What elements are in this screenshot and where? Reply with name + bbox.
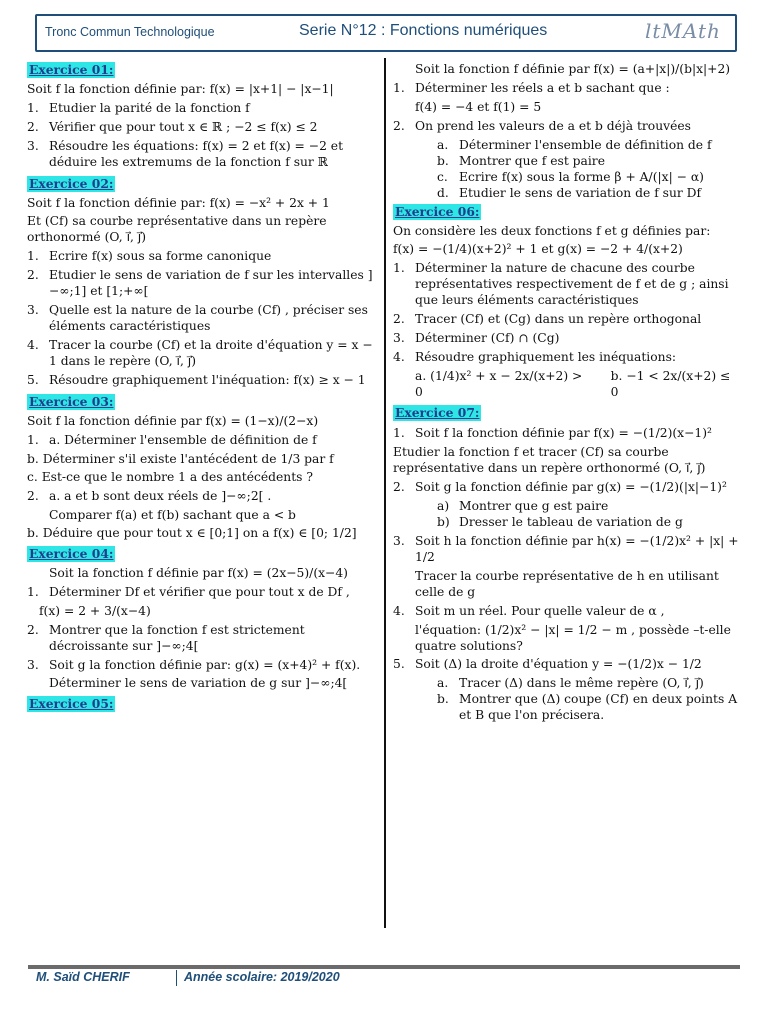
ex3-intro: Soit f la fonction définie par f(x) = (1−x)/(2−x) — [27, 413, 319, 428]
ex5-sub-b: b. Montrer que f est paire — [437, 153, 605, 168]
ex5-item-2: 2. On prend les valeurs de a et b déjà trouvées — [393, 118, 691, 133]
ex6-item-3: 3. Déterminer (Cf) ∩ (Cg) — [393, 330, 560, 345]
ex7-item-2a: a) Montrer que g est paire — [437, 498, 609, 513]
ex6-ineq-a: a. (1/4)x² + x − 2x/(x+2) > 0 — [415, 368, 583, 399]
ex5-item-1b: f(4) = −4 et f(1) = 5 — [415, 99, 542, 114]
ex4-item-1-formula: f(x) = 2 + 3/(x−4) — [39, 603, 151, 618]
ex3-item-1b: b. Déterminer s'il existe l'antécédent de 1/3 par f — [27, 451, 334, 466]
footer-separator — [176, 970, 177, 986]
exercise-06-title: Exercice 06: — [395, 203, 480, 219]
ex4-item-3: 3. Soit g la fonction définie par: g(x) = (x+4)² + f(x). — [27, 657, 361, 672]
column-divider — [384, 58, 386, 928]
ex7-item-5: 5. Soit (Δ) la droite d'équation y = −(1/2)x − 1/2 — [393, 657, 702, 672]
ex1-item-2: 2. Vérifier que pour tout x ∈ ℝ ; −2 ≤ f(x) ≤ 2 — [27, 119, 318, 134]
ex2-intro-2: Et (Cf) sa courbe représentative dans un repère orthonormé (O, i⃗, j⃗) — [27, 213, 327, 244]
ex6-item-2: 2. Tracer (Cf) et (Cg) dans un repère orthogonal — [393, 311, 702, 326]
ex6-ineq-b: b. −1 < 2x/(x+2) ≤ 0 — [610, 368, 731, 399]
footer-author: M. Saïd CHERIF — [36, 970, 130, 984]
left-column — [27, 60, 375, 944]
ex1-intro: Soit f la fonction définie par: f(x) = |x+1| − |x−1| — [27, 81, 334, 96]
ex7-item-5a: a. Tracer (Δ) dans le même repère (O, i⃗, j⃗) — [437, 676, 704, 691]
ex6-intro: On considère les deux fonctions f et g définies par: — [393, 223, 711, 238]
page-header — [35, 14, 737, 52]
ex3-item-1a: 1. a. Déterminer l'ensemble de définition de f — [27, 432, 317, 447]
exercise-01-title: Exercice 01: — [29, 62, 114, 77]
ex2-item-5: 5. Résoudre graphiquement l'inéquation: f(x) ≥ x − 1 — [27, 372, 366, 387]
ex3-item-1c: c. Est-ce que le nombre 1 a des antécédents ? — [27, 469, 313, 484]
ex2-item-4: 4. Tracer la courbe (Cf) et la droite d'équation y = x − 1 dans le repère (O, i⃗, j⃗) — [27, 337, 373, 368]
ex7-item-2b: b) Dresser le tableau de variation de g — [437, 514, 683, 529]
ex3-item-2a-compare: Comparer f(a) et f(b) sachant que a < b — [49, 507, 296, 522]
exercise-05-title: Exercice 05: — [29, 696, 114, 712]
header-level: Tronc Commun Technologique — [45, 25, 215, 39]
ex2-item-1: 1. Ecrire f(x) sous sa forme canonique — [27, 248, 272, 263]
ex5-sub-d: d. Etudier le sens de variation de f sur Df — [437, 185, 702, 200]
ex7-item-4b: l'équation: (1/2)x² − |x| = 1/2 − m , possède –t-elle quatre solutions? — [415, 622, 731, 653]
ex7-item-5b: b. Montrer que (Δ) coupe (Cf) en deux points A et B que l'on précisera. — [437, 692, 738, 723]
ex2-intro-1: Soit f la fonction définie par: f(x) = −x² + 2x + 1 — [27, 195, 330, 210]
ex4-item-1: 1. Déterminer Df et vérifier que pour tout x de Df , — [27, 584, 350, 599]
ex7-item-3: 3. Soit h la fonction définie par h(x) = −(1/2)x² + |x| + 1/2 — [393, 533, 739, 564]
ex6-item-1: 1. Déterminer la nature de chacune des courbe représentatives respectivement de f et de g ; ainsi que leurs éléments caractéristiques — [393, 260, 729, 307]
exercise-02-title: Exercice 02: — [29, 175, 114, 191]
ex2-item-2: 2. Etudier le sens de variation de f sur les intervalles ]−∞;1] et [1;+∞[ — [27, 267, 373, 298]
ex5-sub-a: a. Déterminer l'ensemble de définition de f — [437, 137, 712, 152]
ex6-item-4: 4. Résoudre graphiquement les inéquations: — [393, 349, 677, 364]
footer-year: Année scolaire: 2019/2020 — [184, 970, 340, 984]
exercise-07-title: Exercice 07: — [395, 404, 480, 420]
ex3-item-2a: 2. a. a et b sont deux réels de ]−∞;2[ . — [27, 488, 272, 503]
ex5-item-1: 1. Déterminer les réels a et b sachant que : — [393, 80, 670, 95]
ex7-item-1b: Etudier la fonction f et tracer (Cf) sa courbe représentative dans un repère orthonormé (O, i⃗, j⃗) — [393, 444, 706, 475]
ex2-item-3: 3. Quelle est la nature de la courbe (Cf) , préciser ses éléments caractéristiques — [27, 302, 368, 333]
exercise-03-title: Exercice 03: — [29, 393, 114, 409]
ex7-item-2: 2. Soit g la fonction définie par g(x) = −(1/2)(|x|−1)² — [393, 479, 727, 494]
ex7-item-4: 4. Soit m un réel. Pour quelle valeur de α , — [393, 603, 665, 618]
ex1-item-1: 1. Etudier la parité de la fonction f — [27, 100, 250, 115]
ex5-sub-c: c. Ecrire f(x) sous la forme β + A/(|x| − α) — [437, 169, 704, 184]
footer-rule — [28, 965, 740, 969]
ex4-item-3b: Déterminer le sens de variation de g sur ]−∞;4[ — [49, 676, 348, 691]
ex7-item-1: 1. Soit f la fonction définie par f(x) = −(1/2)(x−1)² — [393, 425, 712, 440]
ex1-item-3: 3. Résoudre les équations: f(x) = 2 et f(x) = −2 et déduire les extremums de la fonction f sur ℝ — [27, 138, 344, 169]
header-logo: ltMAth — [645, 19, 721, 43]
ex6-formula: f(x) = −(1/4)(x+2)² + 1 et g(x) = −2 + 4/(x+2) — [393, 241, 683, 256]
ex6-inequations — [415, 369, 741, 401]
right-column — [393, 60, 741, 944]
header-title: Serie N°12 : Fonctions numériques — [299, 22, 548, 39]
exercise-04-title: Exercice 04: — [29, 545, 114, 561]
ex4-item-2: 2. Montrer que la fonction f est strictement décroissante sur ]−∞;4[ — [27, 622, 305, 653]
ex5-intro: Soit la fonction f définie par f(x) = (a+|x|)/(b|x|+2) — [415, 62, 731, 76]
ex4-intro: Soit la fonction f définie par f(x) = (2x−5)/(x−4) — [49, 565, 348, 580]
ex7-item-3b: Tracer la courbe représentative de h en utilisant celle de g — [415, 568, 719, 599]
ex3-item-2b: b. Déduire que pour tout x ∈ [0;1] on a f(x) ∈ [0; 1/2] — [27, 525, 357, 540]
